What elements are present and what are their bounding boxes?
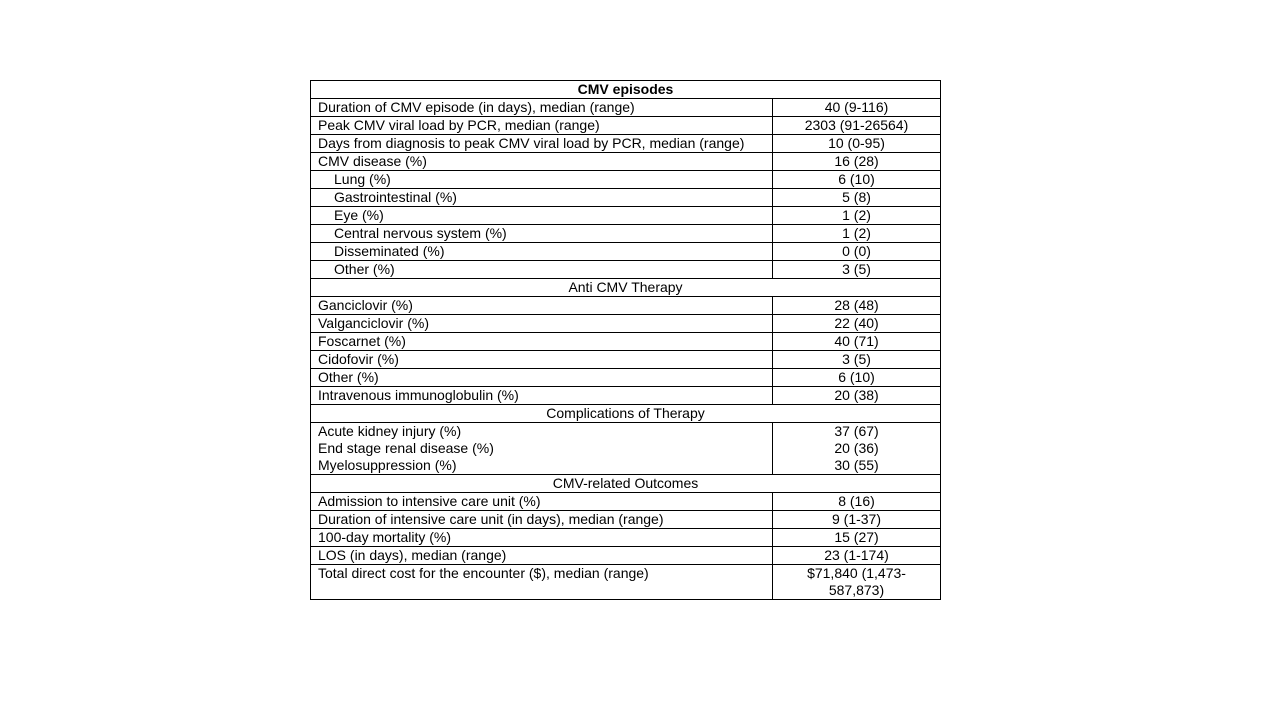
table-row <box>311 351 941 369</box>
table-row <box>311 225 941 243</box>
row-value: 2303 (91-26564) <box>773 117 941 135</box>
table-row <box>311 117 941 135</box>
row-value: 23 (1-174) <box>773 547 941 565</box>
section-header: Anti CMV Therapy <box>311 279 941 297</box>
row-value: 10 (0-95) <box>773 135 941 153</box>
row-label-group <box>311 423 773 475</box>
row-value: 16 (28) <box>773 153 941 171</box>
table-row <box>311 153 941 171</box>
row-value: 3 (5) <box>773 261 941 279</box>
table-row <box>311 261 941 279</box>
row-value: 40 (9-116) <box>773 99 941 117</box>
row-label: Duration of CMV episode (in days), median (range) <box>311 99 773 117</box>
row-value: 28 (48) <box>773 297 941 315</box>
row-value: 0 (0) <box>773 243 941 261</box>
row-label: Eye (%) <box>311 207 773 225</box>
row-label: Admission to intensive care unit (%) <box>311 493 773 511</box>
table-row <box>311 565 941 600</box>
row-value: 22 (40) <box>773 315 941 333</box>
row-label: Acute kidney injury (%) <box>318 423 462 439</box>
table-row <box>311 207 941 225</box>
row-label: Peak CMV viral load by PCR, median (range) <box>311 117 773 135</box>
row-value: 37 (67) <box>834 423 879 439</box>
row-label: Duration of intensive care unit (in days), median (range) <box>311 511 773 529</box>
row-value: 9 (1-37) <box>773 511 941 529</box>
row-label: Cidofovir (%) <box>311 351 773 369</box>
section-row <box>311 475 941 493</box>
row-value: 30 (55) <box>834 457 879 473</box>
table-row <box>311 511 941 529</box>
section-row <box>311 405 941 423</box>
table-row <box>311 135 941 153</box>
table-row <box>311 387 941 405</box>
table-row <box>311 171 941 189</box>
row-value: 20 (38) <box>773 387 941 405</box>
table-title-row <box>311 81 941 99</box>
table-row <box>311 369 941 387</box>
row-label: Valganciclovir (%) <box>311 315 773 333</box>
table-row <box>311 189 941 207</box>
row-label: Lung (%) <box>311 171 773 189</box>
row-label: Central nervous system (%) <box>311 225 773 243</box>
row-label: Foscarnet (%) <box>311 333 773 351</box>
row-value: $71,840 (1,473-587,873) <box>773 565 941 600</box>
table-row <box>311 243 941 261</box>
row-value: 6 (10) <box>773 369 941 387</box>
row-value: 1 (2) <box>773 207 941 225</box>
row-label: Other (%) <box>311 261 773 279</box>
row-label: Other (%) <box>311 369 773 387</box>
table-title: CMV episodes <box>311 81 941 99</box>
row-label: 100-day mortality (%) <box>311 529 773 547</box>
row-value: 3 (5) <box>773 351 941 369</box>
row-value: 1 (2) <box>773 225 941 243</box>
table-row <box>311 297 941 315</box>
cmv-episodes-table <box>310 80 941 600</box>
row-value: 6 (10) <box>773 171 941 189</box>
table-row <box>311 423 941 475</box>
row-label: CMV disease (%) <box>311 153 773 171</box>
table-row <box>311 547 941 565</box>
row-label: LOS (in days), median (range) <box>311 547 773 565</box>
table-row <box>311 529 941 547</box>
section-header: CMV-related Outcomes <box>311 475 941 493</box>
table-row <box>311 99 941 117</box>
row-value: 5 (8) <box>773 189 941 207</box>
section-header: Complications of Therapy <box>311 405 941 423</box>
row-label: Total direct cost for the encounter ($), median (range) <box>311 565 773 600</box>
row-value: 40 (71) <box>773 333 941 351</box>
table-row <box>311 315 941 333</box>
row-value: 20 (36) <box>834 440 879 456</box>
row-value: 8 (16) <box>773 493 941 511</box>
row-label: Myelosuppression (%) <box>318 457 457 473</box>
row-label: Intravenous immunoglobulin (%) <box>311 387 773 405</box>
row-value-group <box>773 423 941 475</box>
table-row <box>311 493 941 511</box>
row-label: Gastrointestinal (%) <box>311 189 773 207</box>
row-value: 15 (27) <box>773 529 941 547</box>
row-label: End stage renal disease (%) <box>318 440 494 456</box>
table-row <box>311 333 941 351</box>
row-label: Ganciclovir (%) <box>311 297 773 315</box>
row-label: Disseminated (%) <box>311 243 773 261</box>
section-row <box>311 279 941 297</box>
row-label: Days from diagnosis to peak CMV viral load by PCR, median (range) <box>311 135 773 153</box>
